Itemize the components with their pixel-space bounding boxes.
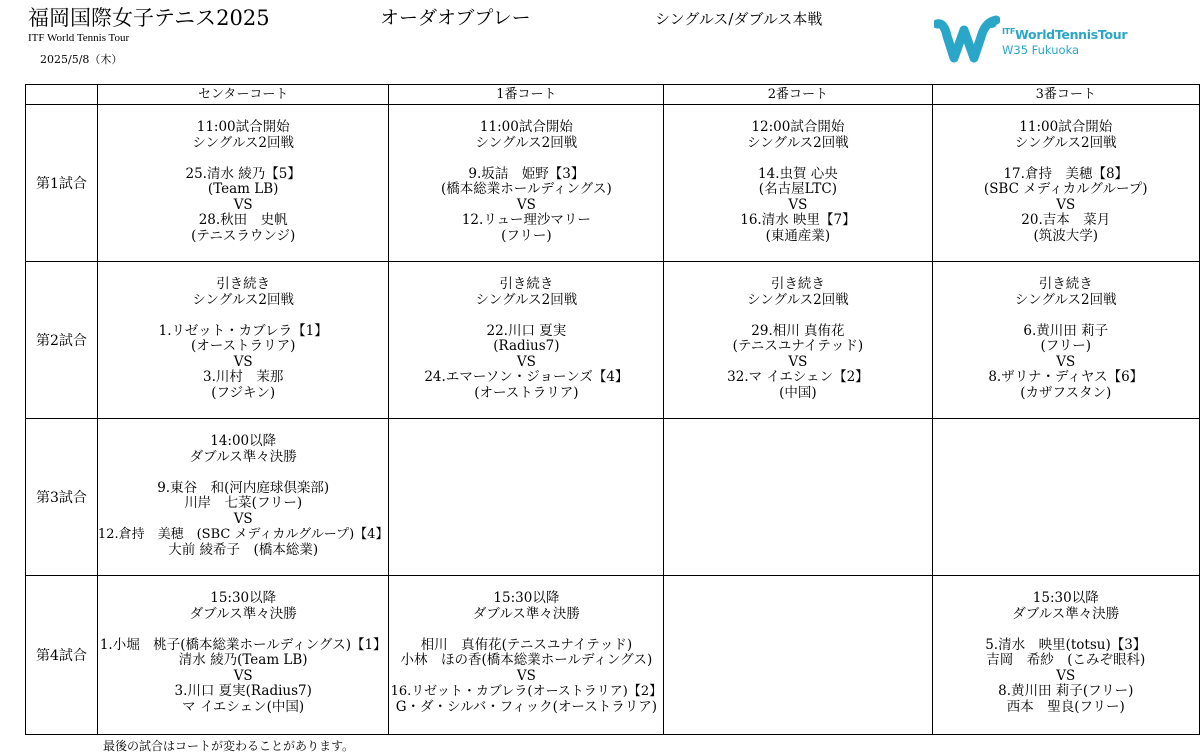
match-line: 32.マ イエシェン【2】: [727, 369, 869, 385]
tour-subtitle: ITF World Tennis Tour: [28, 32, 130, 44]
match-line: 15:30以降: [210, 590, 277, 606]
match-line: 14:00以降: [210, 433, 277, 449]
match-line: 17.倉持 美穂【8】: [1003, 165, 1129, 182]
corner-cell: [26, 85, 98, 105]
match-cell: [664, 576, 932, 735]
match-line: [98, 308, 389, 324]
court-header: 3番コート: [932, 85, 1199, 105]
footnote: 最後の試合はコートが変わることがあります。: [103, 739, 355, 753]
match-line: 8.ザリナ・ディヤス【6】: [988, 369, 1144, 385]
match-line: VS: [233, 667, 253, 684]
match-line: 16.リゼット・カブレラ(オーストラリア)【2】: [390, 684, 663, 699]
match-line: [664, 308, 931, 324]
court-header: センターコート: [97, 85, 389, 105]
w-logo-icon: [934, 14, 1000, 66]
match-line: ダブルス準々決勝: [189, 448, 297, 465]
match-line: 西本 聖良(フリー): [1006, 698, 1125, 715]
match-number-label: 第1試合: [26, 105, 98, 262]
match-info: [389, 262, 663, 401]
match-info: [933, 419, 1199, 434]
match-line: (SBC メディカルグループ): [983, 181, 1148, 197]
match-line: VS: [516, 353, 536, 370]
match-line: [98, 622, 389, 638]
match-line: [98, 465, 389, 481]
match-line: (カザフスタン): [1020, 384, 1112, 401]
match-line: (フリー): [1040, 338, 1091, 354]
match-line: シングルス2回戦: [747, 291, 849, 308]
match-line: 16.清水 映里【7】: [740, 212, 856, 228]
match-info: [664, 576, 931, 591]
match-cell: [664, 419, 932, 576]
match-line: 11:00試合開始: [1019, 119, 1113, 135]
match-row: [26, 419, 1200, 576]
match-line: (東通産業): [765, 227, 831, 244]
match-line: シングルス2回戦: [192, 291, 295, 308]
match-line: 大前 綾希子 (橋本総業): [168, 541, 319, 558]
match-line: 11:00試合開始: [196, 119, 290, 135]
match-line: 25.清水 綾乃【5】: [185, 165, 301, 182]
match-info: [389, 105, 663, 244]
match-line: 14.虫賀 心央: [758, 165, 838, 182]
match-line: 15:30以降: [493, 590, 560, 606]
match-line: [389, 622, 663, 638]
match-cell: [664, 105, 932, 262]
match-line: VS: [1056, 667, 1076, 684]
match-line: 6.黄川田 莉子: [1023, 322, 1109, 339]
match-line: (フジキン): [211, 384, 276, 401]
match-cell: [97, 419, 389, 576]
match-line: VS: [516, 196, 536, 213]
match-line: (橋本総業ホールディングス): [440, 181, 612, 197]
match-line: G・ダ・シルバ・フィック(オーストラリア): [395, 698, 658, 715]
match-line: [933, 308, 1199, 324]
match-info: [933, 576, 1199, 715]
match-line: (オーストラリア): [474, 384, 579, 401]
match-line: シングルス2回戦: [475, 291, 578, 308]
logo-itf-prefix: ITF: [1002, 27, 1015, 36]
match-info: [389, 576, 663, 715]
match-line: ダブルス準々決勝: [189, 605, 297, 622]
match-line: (Team LB): [207, 181, 279, 197]
match-line: 20.吉本 菜月: [1021, 212, 1111, 228]
match-line: VS: [233, 196, 253, 213]
match-cell: [97, 262, 389, 419]
match-line: 吉岡 希紗 (こみぞ眼科): [986, 652, 1146, 668]
match-line: 引き続き: [770, 276, 825, 292]
court-header: 1番コート: [389, 85, 664, 105]
match-line: 引き続き: [1038, 276, 1093, 292]
match-line: (テニスラウンジ): [191, 227, 296, 244]
match-line: 1.小堀 桃子(橋本総業ホールディングス)【1】: [99, 636, 387, 653]
match-rows: [26, 105, 1200, 735]
logo-wordmark: [1002, 27, 1127, 42]
match-line: 12:00試合開始: [751, 119, 845, 135]
match-line: シングルス2回戦: [1014, 134, 1117, 151]
match-cell: [389, 262, 664, 419]
match-info: [664, 262, 931, 401]
match-line: (テニスユナイテッド): [732, 338, 864, 354]
match-info: [389, 419, 663, 434]
match-row: [26, 105, 1200, 262]
match-info: [664, 419, 931, 434]
match-row: [26, 262, 1200, 419]
match-line: シングルス2回戦: [747, 134, 849, 151]
match-number-label: 第2試合: [26, 262, 98, 419]
match-line: (オーストラリア): [191, 338, 296, 354]
world-tennis-tour-logo: [934, 14, 1128, 66]
match-cell: [664, 262, 932, 419]
match-line: [933, 151, 1199, 167]
match-line: VS: [788, 196, 808, 213]
match-line: VS: [516, 667, 536, 684]
match-info: [98, 105, 389, 244]
match-line: シングルス2回戦: [1014, 291, 1117, 308]
match-info: [933, 262, 1199, 401]
match-cell: [932, 576, 1199, 735]
match-line: 3.川口 夏実(Radius7): [174, 683, 312, 699]
match-cell: [932, 105, 1199, 262]
match-line: VS: [233, 510, 253, 527]
match-line: 24.エマーソン・ジョーンズ【4】: [424, 369, 629, 385]
match-line: 11:00試合開始: [479, 119, 573, 135]
court-header: 2番コート: [664, 85, 932, 105]
match-line: [98, 151, 389, 167]
match-line: [664, 151, 931, 167]
match-cell: [97, 576, 389, 735]
match-line: [933, 622, 1199, 638]
match-line: VS: [233, 353, 253, 370]
match-line: 12.倉持 美穂 (SBC メディカルグループ)【4】: [97, 527, 389, 542]
match-date: 2025/5/8（木）: [40, 53, 123, 66]
order-of-play-table: [25, 84, 1200, 735]
logo-event-name: W35 Fukuoka: [1002, 43, 1080, 57]
match-line: 小林 ほの香(橋本総業ホールディングス): [400, 652, 653, 668]
match-cell: [389, 105, 664, 262]
match-line: 9.東谷 和(河内庭球倶楽部): [157, 479, 330, 496]
match-line: VS: [788, 353, 808, 370]
logo-wordmark-text: WorldTennisTour: [1015, 27, 1128, 42]
match-info: [664, 105, 931, 244]
tournament-title: 福岡国際女子テニス2025: [28, 6, 270, 30]
match-info: [98, 419, 389, 558]
match-line: マ イエシェン(中国): [182, 698, 305, 715]
match-cell: [932, 419, 1199, 576]
match-line: (筑波大学): [1033, 227, 1099, 244]
match-line: 3.川村 茉那: [202, 369, 284, 385]
match-line: VS: [1056, 196, 1076, 213]
match-number-label: 第3試合: [26, 419, 98, 576]
order-of-play-heading: オーダオブプレー: [380, 7, 531, 29]
match-line: 川岸 七菜(フリー): [184, 495, 303, 511]
match-line: 清水 綾乃(Team LB): [178, 652, 308, 668]
match-line: 相川 真侑花(テニスユナイテッド): [420, 636, 633, 653]
match-row: [26, 576, 1200, 735]
match-line: VS: [1056, 353, 1076, 370]
event-heading: シングルス/ダブルス本戦: [655, 10, 823, 28]
match-line: 5.清水 映里(totsu)【3】: [985, 636, 1147, 653]
match-line: [389, 308, 663, 324]
match-line: 28.秋田 史帆: [198, 212, 288, 228]
match-line: (フリー): [501, 227, 552, 244]
match-line: 8.黄川田 莉子(フリー): [998, 683, 1134, 699]
match-line: [389, 151, 663, 167]
match-line: シングルス2回戦: [475, 134, 578, 151]
match-line: 12.リュー理沙マリー: [461, 212, 591, 228]
match-line: 22.川口 夏実: [486, 322, 567, 339]
match-line: シングルス2回戦: [192, 134, 295, 151]
match-line: 引き続き: [499, 276, 554, 292]
match-line: 9.坂詰 姫野【3】: [468, 165, 585, 182]
match-line: 15:30以降: [1032, 590, 1099, 606]
match-line: ダブルス準々決勝: [472, 605, 580, 622]
match-info: [98, 576, 389, 715]
match-line: ダブルス準々決勝: [1012, 605, 1120, 622]
match-info: [98, 262, 389, 401]
match-cell: [97, 105, 389, 262]
match-cell: [389, 576, 664, 735]
match-cell: [389, 419, 664, 576]
match-line: 29.相川 真侑花: [751, 322, 845, 339]
match-cell: [932, 262, 1199, 419]
court-header-row: [26, 85, 1200, 105]
match-info: [933, 105, 1199, 244]
match-line: 引き続き: [216, 276, 271, 292]
match-line: 1.リゼット・カブレラ【1】: [158, 322, 328, 339]
match-number-label: 第4試合: [26, 576, 98, 735]
match-line: (Radius7): [493, 338, 560, 354]
match-line: (中国): [779, 384, 817, 401]
match-line: (名古屋LTC): [758, 181, 838, 197]
